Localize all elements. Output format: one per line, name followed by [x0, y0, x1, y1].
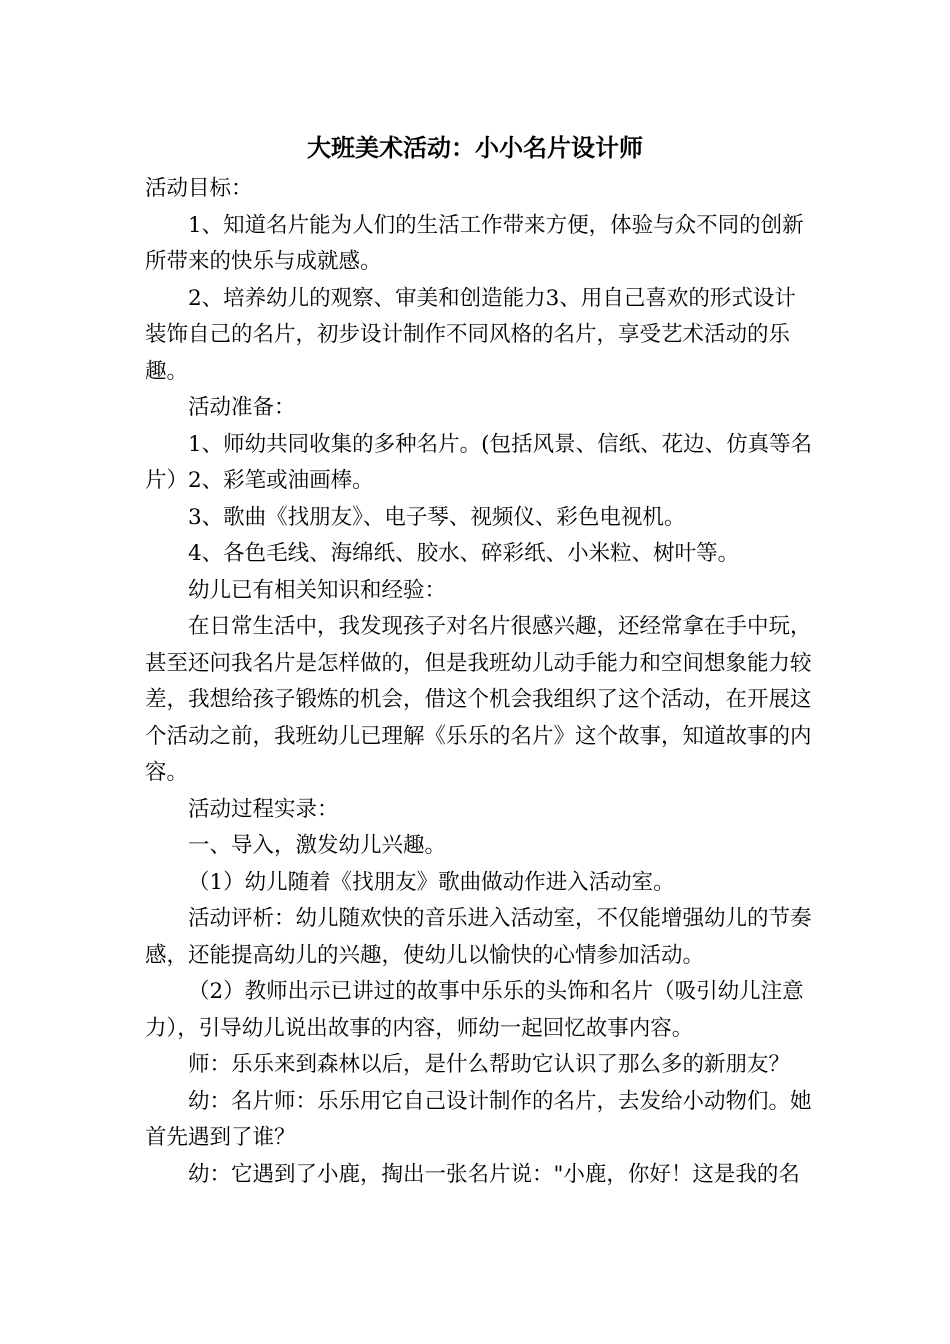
paragraph: （1）幼儿随着《找朋友》歌曲做动作进入活动室。: [188, 869, 675, 895]
paragraph: 1、师幼共同收集的多种名片。(包括风景、信纸、花边、仿真等名片）2、彩笔或油画棒。: [145, 431, 813, 493]
paragraph: 在日常生活中，我发现孩子对名片很感兴趣，还经常拿在手中玩，甚至还问我名片是怎样做的，但是我班幼儿动手能力和空间想象能力较差，我想给孩子锻炼的机会，借这个机会我组织了这个活动，在开展这个活动之前，我班幼儿已理解《乐乐的名片》这个故事，知道故事的内容。: [145, 614, 812, 785]
paragraph: 师：乐乐来到森林以后，是什么帮助它认识了那么多的新朋友？: [188, 1052, 791, 1077]
section-heading-goals: 活动目标：: [145, 176, 253, 201]
document-body: [145, 171, 817, 1193]
paragraph: 幼：名片师：乐乐用它自己设计制作的名片，去发给小动物们。她首先遇到了谁？: [145, 1088, 812, 1150]
paragraph: 4、各色毛线、海绵纸、胶水、碎彩纸、小米粒、树叶等。: [188, 541, 740, 566]
paragraph: 3、歌曲《找朋友》、电子琴、视频仪、彩色电视机。: [188, 504, 686, 530]
paragraph: 活动评析：幼儿随欢快的音乐进入活动室，不仅能增强幼儿的节奏感，还能提高幼儿的兴趣，使幼儿以愉快的心情参加活动。: [145, 906, 812, 968]
section-heading-prior-knowledge: 幼儿已有相关知识和经验：: [188, 577, 447, 603]
paragraph: 1、知道名片能为人们的生活工作带来方便，体验与众不同的创新所带来的快乐与成就感。: [145, 212, 804, 274]
section-heading-process: 活动过程实录：: [188, 796, 339, 822]
paragraph: 幼：它遇到了小鹿，掏出一张名片说："小鹿，你好！这是我的名: [188, 1161, 800, 1187]
paragraph: 一、导入，激发幼儿兴趣。: [188, 833, 447, 858]
document-title: 大班美术活动：小小名片设计师: [307, 133, 643, 162]
paragraph: 2、培养幼儿的观察、审美和创造能力3、用自己喜欢的形式设计装饰自己的名片，初步设计制作不同风格的名片，享受艺术活动的乐趣。: [145, 285, 796, 384]
section-heading-preparation: 活动准备：: [188, 395, 296, 420]
paragraph: （2）教师出示已讲过的故事中乐乐的头饰和名片（吸引幼儿注意力），引导幼儿说出故事的内容，师幼一起回忆故事内容。: [145, 979, 804, 1041]
